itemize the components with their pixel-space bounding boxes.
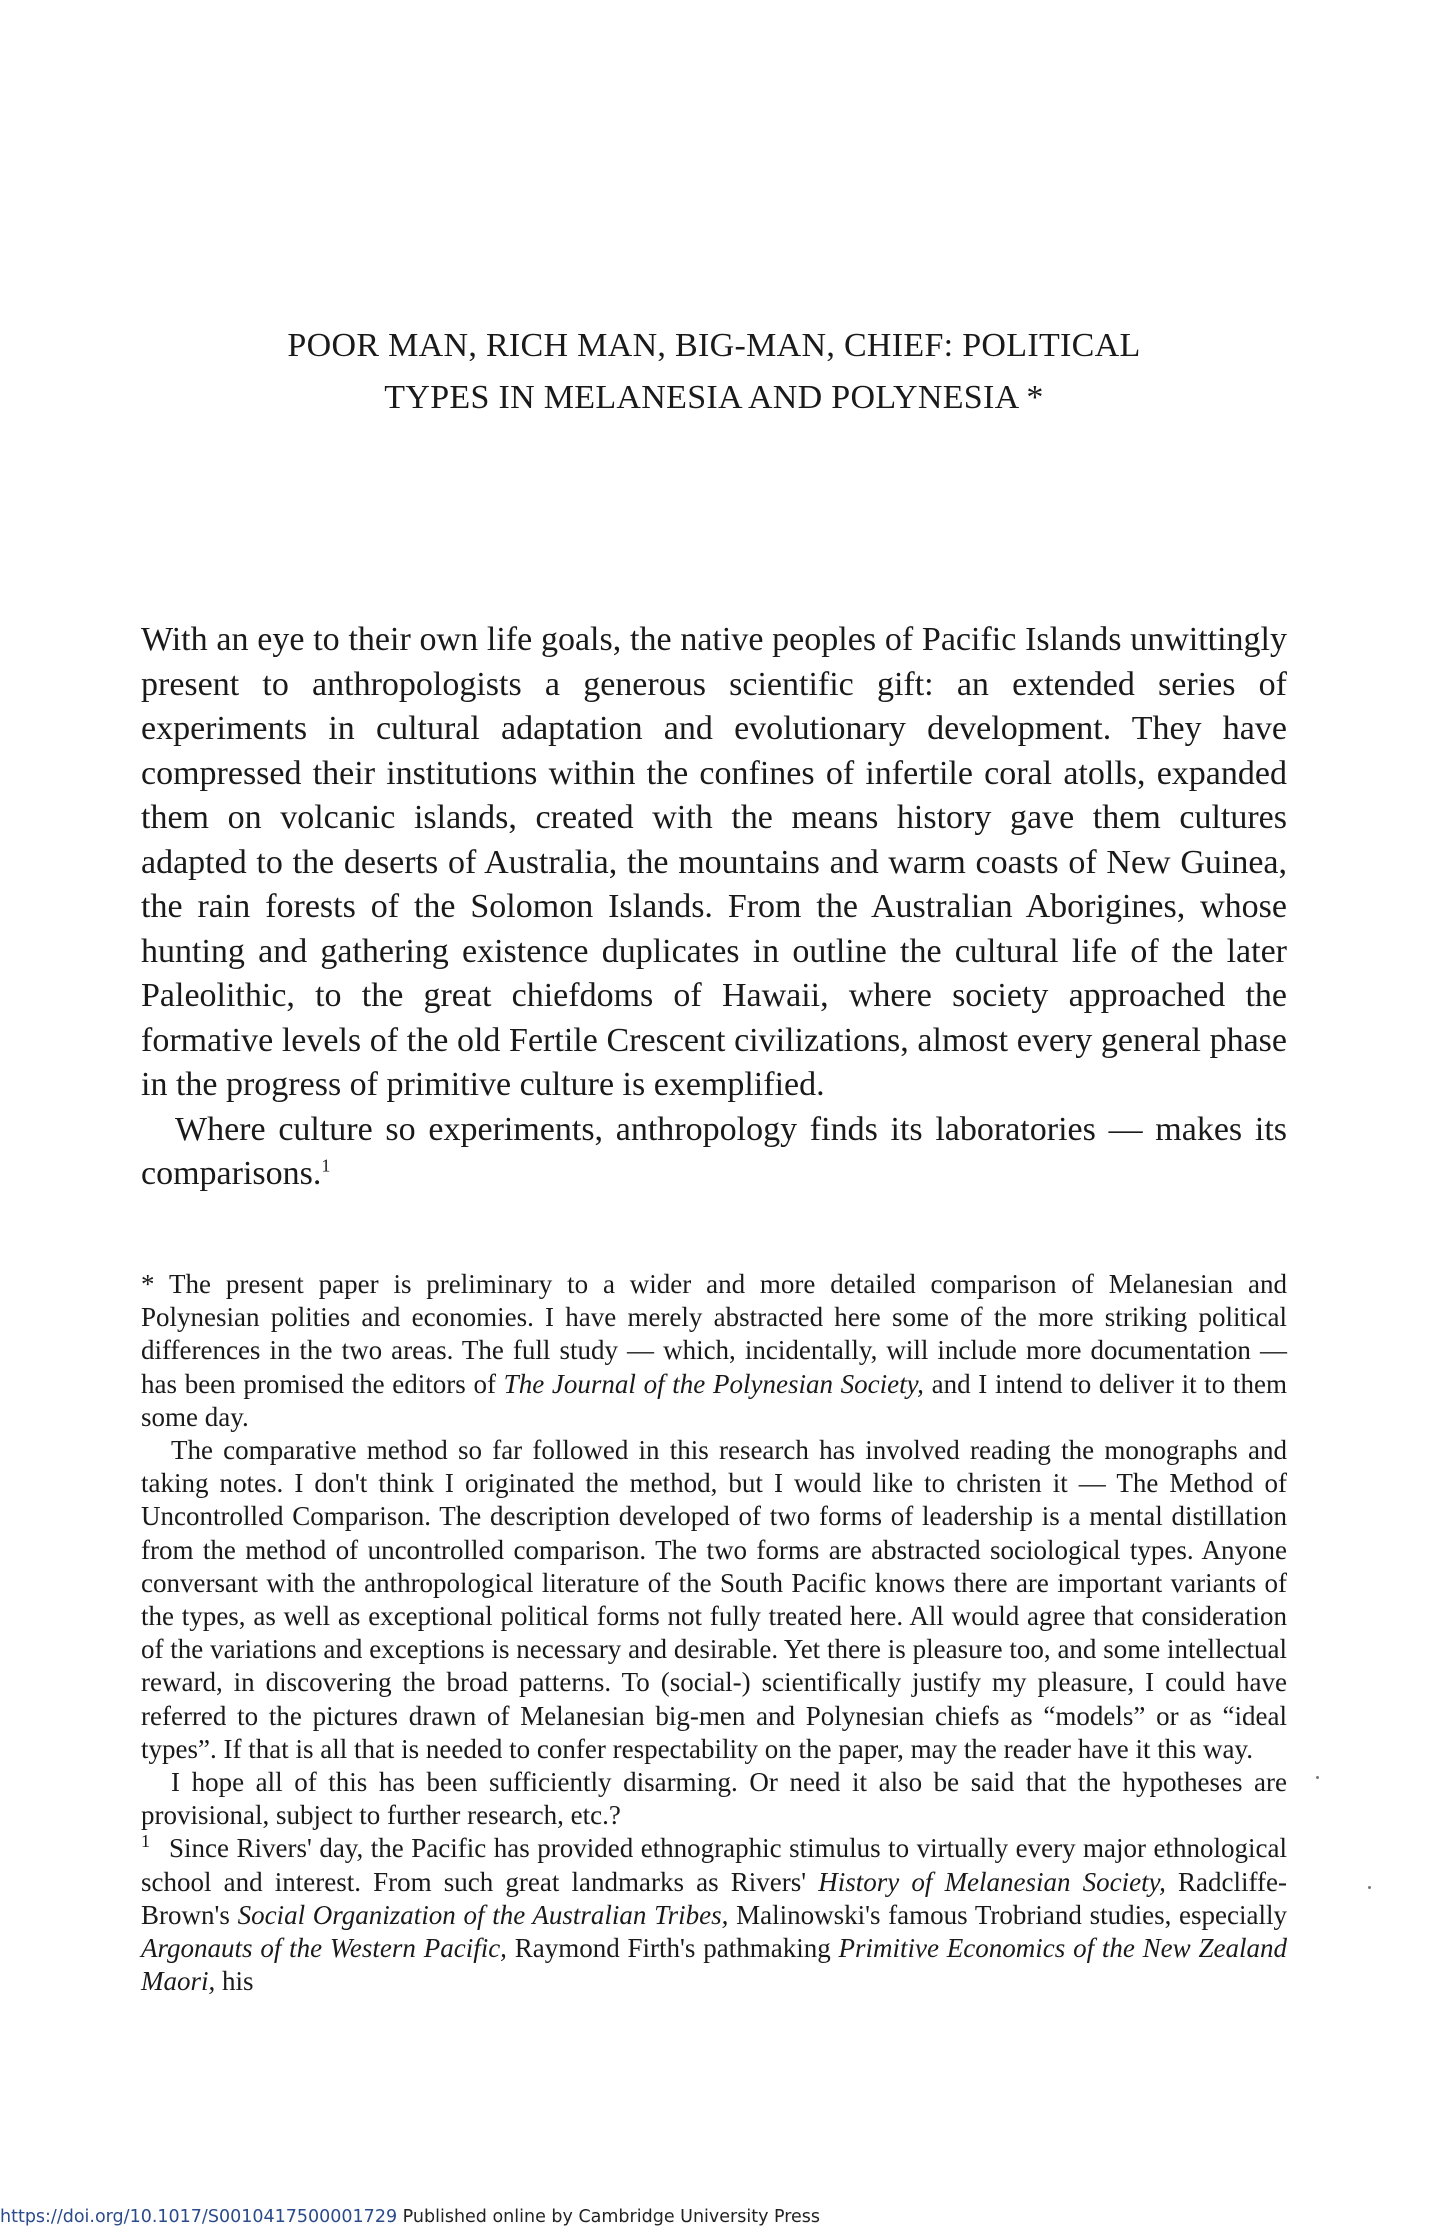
- doi-footer: [0, 2206, 1456, 2228]
- article-body: [141, 618, 1287, 1197]
- article-title: [140, 320, 1288, 424]
- book-title-malinowski: Argonauts of the Western Pacific,: [141, 1933, 507, 1964]
- footnote-star-para-1: [141, 1268, 1287, 1434]
- footnote-1-mark: [141, 1832, 169, 1865]
- footnote-1-text-d: Raymond Firth's pathmaking: [506, 1933, 839, 1964]
- footnote-ref-1[interactable]: 1: [321, 1155, 331, 1176]
- footnotes: [141, 1268, 1287, 1998]
- body-paragraph-2: [141, 1108, 1287, 1197]
- footnote-star-text-a-end: and I intend to deliver it to them some day.: [141, 1368, 1287, 1432]
- book-title-radcliffe-brown: Social Organization of the Australian Tribes,: [237, 1899, 729, 1930]
- scan-speck: [1368, 1886, 1371, 1889]
- scan-speck: [1316, 1776, 1319, 1779]
- footnote-star-text-a: The present paper is preliminary to a wider and more detailed comparison of Melanesian and Polynesian polities and economies. I have merely abstracted here some of the more striking political differences in the two areas. The full study — which, incidentally, will include more documentation — has been promised the editors of: [141, 1269, 1287, 1399]
- publisher-note: Published online by Cambridge University Press: [397, 2207, 821, 2227]
- footnote-star-para-2: The comparative method so far followed in this research has involved reading the monographs and taking notes. I don't think I originated the method, but I would like to christen it — The Method of Uncontrolled Comparison. The description developed of two forms of leadership is a mental distillation from the method of uncontrolled comparison. The two forms are abstracted sociological types. Anyone conversant with the anthropological literature of the South Pacific knows there are important variants of the types, as well as exceptional political forms not fully treated here. All would agree that consideration of the variations and exceptions is necessary and desirable. Yet there is pleasure too, and some intellectual reward, in discovering the broad patterns. To (social-) scientifically justify my pleasure, I could have referred to the pictures drawn of Melanesian big-men and Polynesian chiefs as “models” or as “ideal types”. If that is all that is needed to confer respectability on the paper, may the reader have it this way.: [141, 1435, 1287, 1764]
- body-paragraph-1: With an eye to their own life goals, the native peoples of Pacific Islands unwittingly present to anthropologists a generous scientific gift: an extended series of experiments in cultural adaptation and evolutionary development. They have compressed their institutions within the confines of infertile coral atolls, expanded them on volcanic islands, created with the means history gave them cultures adapted to the deserts of Australia, the mountains and warm coasts of New Guinea, the rain forests of the Solomon Islands. From the Australian Aborigines, whose hunting and gathering existence duplicates in outline the cultural life of the later Paleolithic, to the great chiefdoms of Hawaii, where society approached the formative levels of the old Fertile Crescent civilizations, almost every general phase in the progress of primitive culture is exemplified.: [141, 621, 1287, 1103]
- footnote-star-para-3: I hope all of this has been sufficiently disarming. Or need it also be said that the hypotheses are provisional, subject to further research, etc.?: [141, 1767, 1287, 1831]
- footnote-1-text-a: Since Rivers' day, the Pacific has provided ethnographic stimulus to virtually every major ethnological school and interest. From such great landmarks as Rivers': [141, 1833, 1287, 1897]
- footnote-1: [141, 1832, 1287, 1998]
- book-title-rivers: History of Melanesian Society,: [818, 1866, 1166, 1897]
- title-line-2: TYPES IN MELANESIA AND POLYNESIA *: [384, 379, 1044, 416]
- journal-title-italic: The Journal of the Polynesian Society,: [503, 1368, 924, 1399]
- footnote-1-text-e: his: [215, 1966, 254, 1997]
- book-title-firth: Primitive Economics of the New Zealand Maori,: [141, 1933, 1287, 1997]
- footnote-1-number: 1: [141, 1831, 150, 1852]
- body-paragraph-2-text: Where culture so experiments, anthropology finds its laboratories — makes its comparisons.: [141, 1110, 1287, 1192]
- footnote-1-text-c: Malinowski's famous Trobriand studies, especially: [728, 1899, 1287, 1930]
- footnote-star-mark: *: [141, 1269, 155, 1299]
- footnote-1-text-b: Radcliffe-Brown's: [141, 1866, 1287, 1930]
- doi-link[interactable]: https://doi.org/10.1017/S0010417500001729: [0, 2207, 398, 2227]
- title-line-1: POOR MAN, RICH MAN, BIG-MAN, CHIEF: POLITICAL: [287, 327, 1141, 364]
